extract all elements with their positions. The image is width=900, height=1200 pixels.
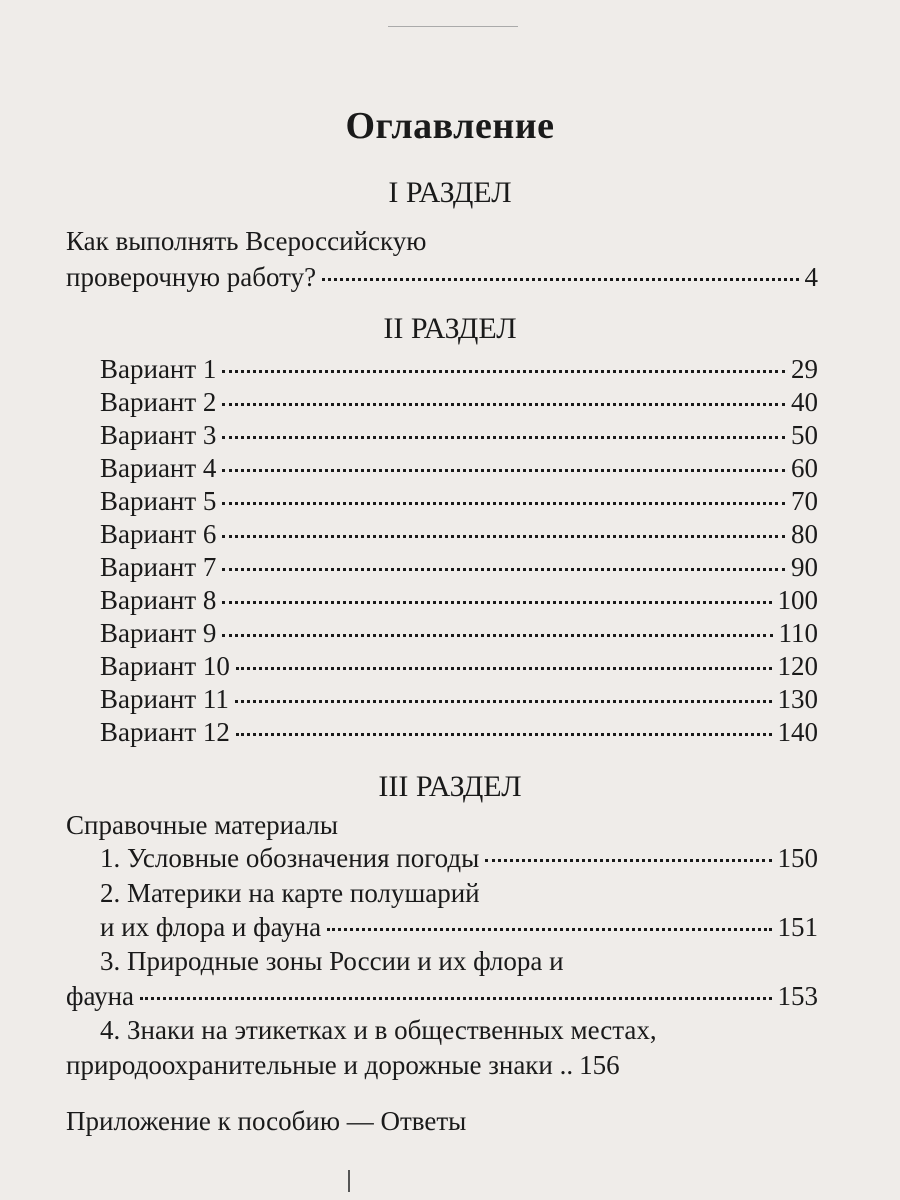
section-heading-2: II РАЗДЕЛ (383, 312, 517, 345)
leader-dots (327, 928, 771, 931)
page-number: 150 (777, 843, 818, 873)
variant-label: Вариант 4 (100, 453, 217, 483)
page-number: 140 (777, 717, 818, 747)
section-heading-3: III РАЗДЕЛ (378, 770, 522, 803)
variant-row (100, 552, 818, 583)
section1-entry-line1: Как выполнять Всероссийскую (66, 226, 427, 256)
top-rule (388, 26, 518, 27)
reference-item-2 (100, 912, 818, 943)
variant-row (100, 453, 818, 484)
leader-dots (222, 403, 785, 406)
page-number: 70 (791, 486, 818, 516)
leader-dots (222, 436, 785, 439)
page-number: 120 (777, 651, 818, 681)
leader-dots (322, 278, 798, 281)
variant-row (100, 618, 818, 649)
variant-label: Вариант 10 (100, 651, 230, 681)
page-number: 40 (791, 387, 818, 417)
reference-item-label: 1. Условные обозначения погоды (100, 843, 480, 873)
leader-dots (140, 997, 771, 1000)
page-number: 153 (777, 981, 818, 1011)
leader-dots (485, 859, 771, 862)
variant-row (100, 387, 818, 418)
page-number: 90 (791, 552, 818, 582)
variant-label: Вариант 7 (100, 552, 217, 582)
reference-item-3-line2: фауна (66, 981, 135, 1011)
leader-dots (222, 568, 785, 571)
variant-label: Вариант 6 (100, 519, 217, 549)
variant-label: Вариант 5 (100, 486, 217, 516)
variant-label: Вариант 1 (100, 354, 217, 384)
reference-item-4-line1: 4. Знаки на этикетках и в общественных местах, (100, 1015, 657, 1045)
page-number: 100 (777, 585, 818, 615)
page-number: 29 (791, 354, 818, 384)
reference-heading: Справочные материалы (66, 810, 338, 840)
page-number: 110 (778, 618, 818, 648)
variant-row (100, 717, 818, 748)
reference-item-1 (100, 843, 818, 874)
reference-item-3-line1: 3. Природные зоны России и их флора и (100, 946, 564, 976)
page-title: Оглавление (345, 105, 555, 147)
leader-dots (222, 370, 785, 373)
leader-dots (222, 469, 785, 472)
variant-row (100, 585, 818, 616)
leader-dots (222, 535, 785, 538)
page-number: 156 (579, 1050, 620, 1080)
variant-label: Вариант 12 (100, 717, 230, 747)
reference-item-2-line2: и их флора и фауна (100, 912, 322, 942)
section1-entry (66, 262, 818, 293)
page-number: 151 (777, 912, 818, 942)
appendix-entry: Приложение к пособию — Ответы (66, 1106, 467, 1136)
variant-row (100, 354, 818, 385)
page-number: 130 (777, 684, 818, 714)
variant-label: Вариант 2 (100, 387, 217, 417)
section-heading-1: I РАЗДЕЛ (388, 176, 512, 209)
variant-label: Вариант 9 (100, 618, 217, 648)
page-number: 60 (791, 453, 818, 483)
reference-item-4 (66, 1050, 818, 1081)
page-number: 80 (791, 519, 818, 549)
reference-item-2-line1: 2. Материки на карте полушарий (100, 878, 480, 908)
page-number: 50 (791, 420, 818, 450)
leader-dots (222, 634, 772, 637)
reference-item-4-line2: природоохранительные и дорожные знаки .. (66, 1050, 574, 1080)
section1-entry-line2: проверочную работу? (66, 262, 317, 292)
reference-item-3 (66, 981, 818, 1012)
leader-dots (236, 667, 772, 670)
variant-row (100, 486, 818, 517)
variant-label: Вариант 8 (100, 585, 217, 615)
leader-dots (235, 700, 772, 703)
variant-label: Вариант 3 (100, 420, 217, 450)
leader-dots (222, 502, 785, 505)
page-number: 4 (804, 262, 818, 292)
leader-dots (236, 733, 772, 736)
variant-label: Вариант 11 (100, 684, 229, 714)
leader-dots (222, 601, 771, 604)
variant-row (100, 651, 818, 682)
variant-row (100, 420, 818, 451)
page-mark (348, 1170, 350, 1192)
variant-row (100, 684, 818, 715)
variant-row (100, 519, 818, 550)
